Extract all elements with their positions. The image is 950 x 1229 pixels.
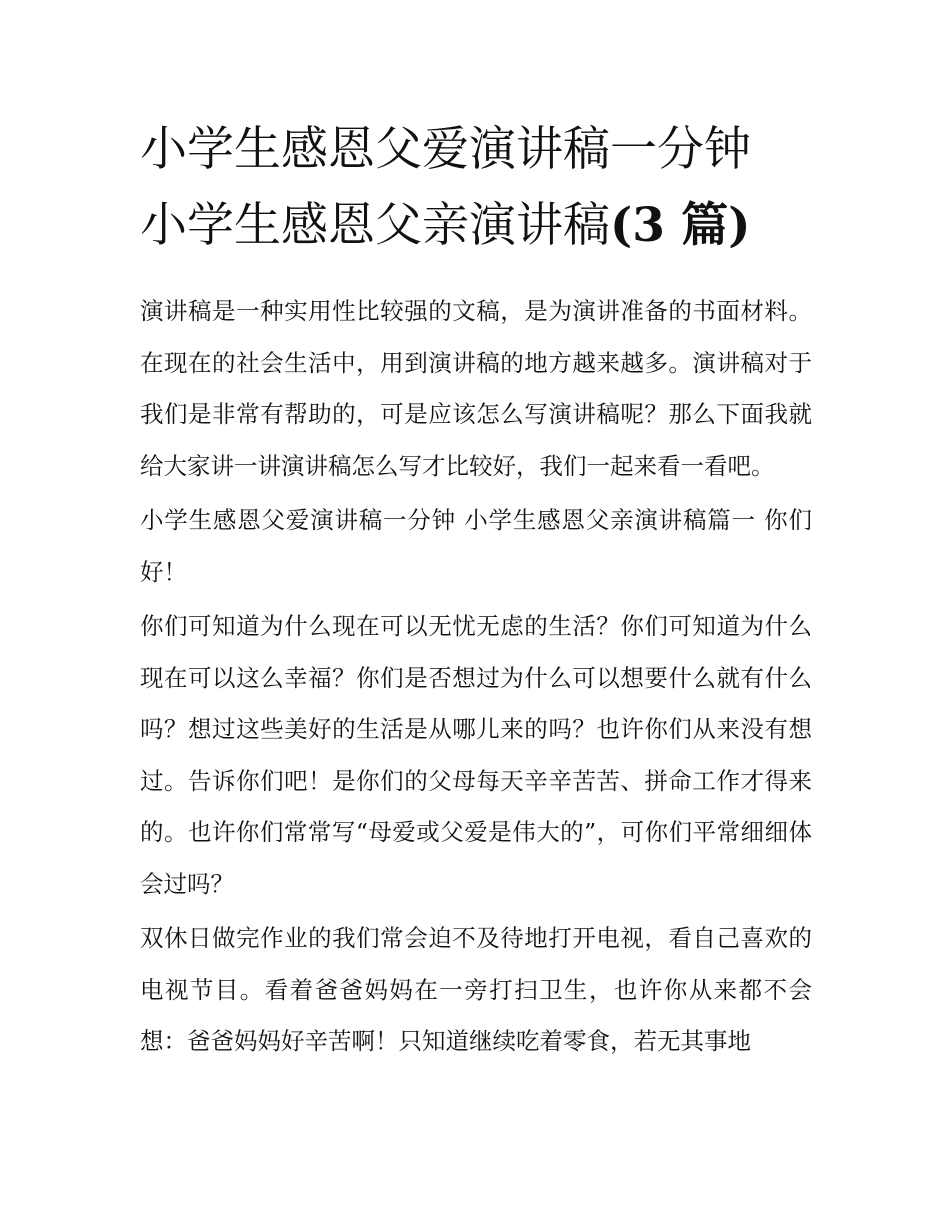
body-paragraph: 双休日做完作业的我们常会迫不及待地打开电视，看自己喜欢的电视节目。看着爸爸妈妈在一旁打扫卫生，也许你从来都不会想：爸爸妈妈好辛苦啊！只知道继续吃着零食，若无其事地 xyxy=(140,924,812,1055)
body-paragraph: 你们可知道为什么现在可以无忧无虑的生活？你们可知道为什么现在可以这么幸福？你们是否想过为什么可以想要什么就有什么吗？想过这些美好的生活是从哪儿来的吗？也许你们从来没有想过。告诉你们吧！是你们的父母每天辛辛苦苦、拼命工作才得来的。也许你们常常写“母爱或父爱是伟大的”，可你们平常细细体会过吗？ xyxy=(140,612,812,898)
document-title xyxy=(140,112,812,264)
document-body xyxy=(140,112,812,1071)
section-heading-paragraph: 小学生感恩父爱演讲稿一分钟 小学生感恩父亲演讲稿篇一 你们好！ xyxy=(140,506,812,586)
title-line-1: 小学生感恩父爱演讲稿一分钟 xyxy=(140,122,751,177)
title-count-suffix: (3 篇) xyxy=(610,198,751,253)
title-line-2: 小学生感恩父亲演讲稿 xyxy=(140,198,610,253)
intro-paragraph: 演讲稿是一种实用性比较强的文稿，是为演讲准备的书面材料。在现在的社会生活中，用到演讲稿的地方越来越多。演讲稿对于我们是非常有帮助的，可是应该怎么写演讲稿呢？那么下面我就给大家讲一讲演讲稿怎么写才比较好，我们一起来看一看吧。 xyxy=(140,297,812,480)
